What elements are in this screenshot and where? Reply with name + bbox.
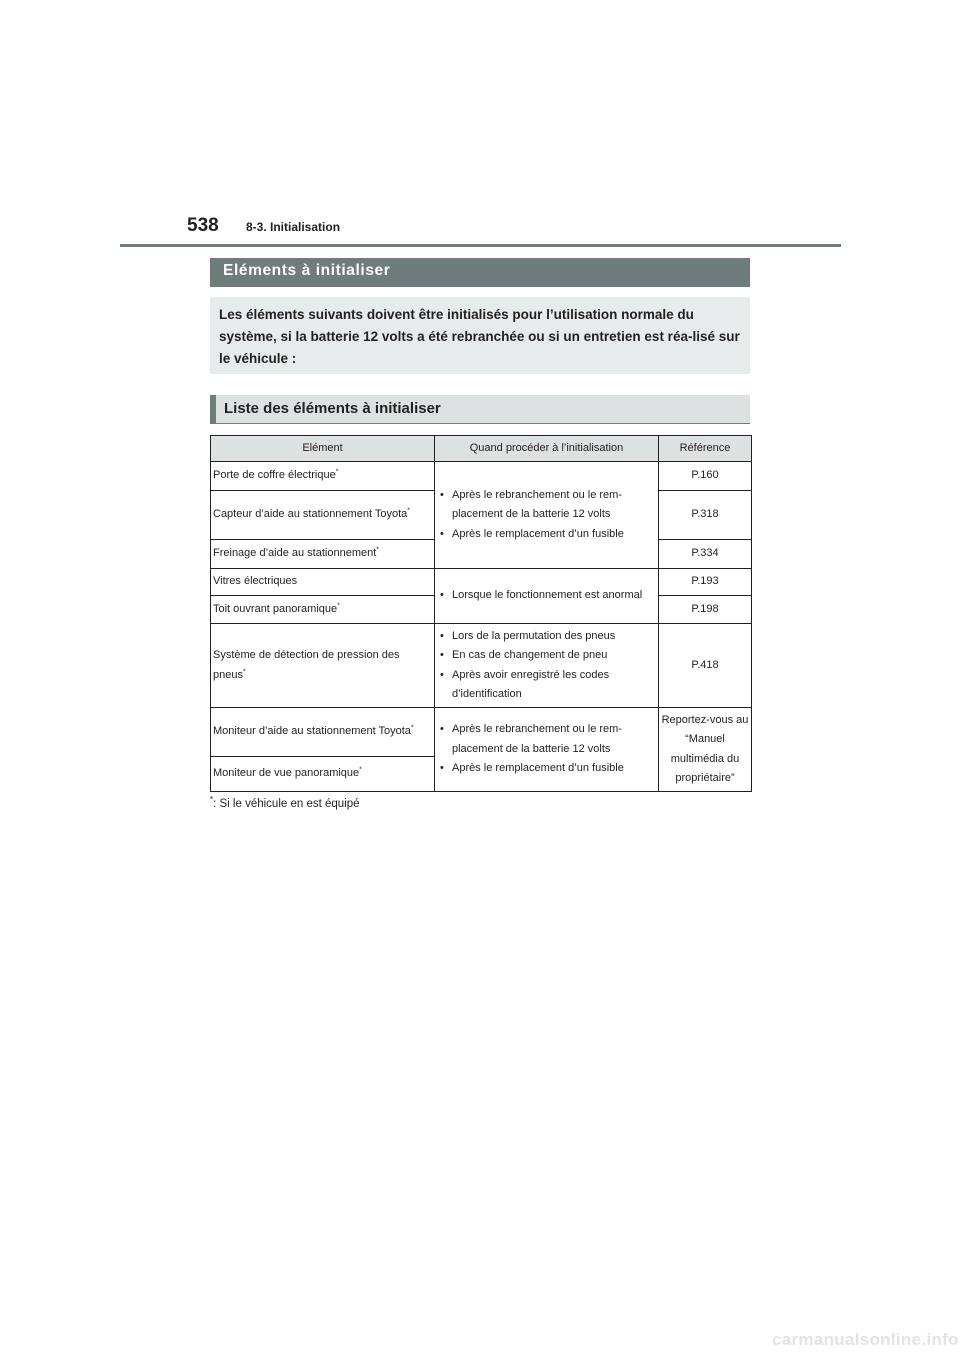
reference-cell: Reportez-vous au “Manuel multimédia du propriétaire” [659, 708, 752, 792]
subheading: Liste des éléments à initialiser [224, 400, 441, 417]
footnote-mark: * [210, 795, 214, 805]
watermark: carmanualsonline.info [772, 1330, 959, 1349]
section-label: 8-3. Initialisation [246, 220, 341, 234]
reference-cell: P.318 [659, 491, 752, 540]
element-cell: Toit ouvrant panoramique* [211, 596, 435, 624]
reference-cell: P.198 [659, 596, 752, 624]
column-header-reference: Référence [659, 436, 752, 462]
element-cell: Moniteur d’aide au stationnement Toyota* [211, 708, 435, 757]
reference-cell: P.193 [659, 569, 752, 596]
items-table [210, 435, 752, 792]
page-number: 538 [187, 215, 219, 236]
footnote [210, 795, 360, 810]
header-rule [120, 244, 841, 247]
subheading-bar [210, 395, 750, 424]
element-cell: Vitres électriques [211, 569, 435, 596]
element-cell: Capteur d’aide au stationnement Toyota* [211, 491, 435, 540]
element-cell: Freinage d’aide au stationnement* [211, 540, 435, 569]
table-row [211, 708, 752, 757]
table-row [211, 462, 752, 491]
element-cell: Système de détection de pression des pneus* [211, 624, 435, 708]
when-cell: • Lors de la permutation des pneus • En cas de changement de pneu • Après avoir enregistré les codes d’identification [435, 624, 659, 708]
table-header-row [211, 436, 752, 462]
element-cell: Moniteur de vue panoramique* [211, 757, 435, 792]
section-title-bar [210, 258, 750, 287]
intro-box: Les éléments suivants doivent être initialisés pour l’utilisation normale du système, si la batterie 12 volts a été rebranchée ou si un entretien est réa-lisé sur le véhicule : [210, 297, 750, 374]
when-cell: • Après le rebranchement ou le rem-placement de la batterie 12 volts • Après le remplacement d’un fusible [435, 462, 659, 569]
column-header-when: Quand procéder à l’initialisation [435, 436, 659, 462]
column-header-element: Elément [211, 436, 435, 462]
table-row [211, 569, 752, 596]
subheading-accent [210, 395, 216, 424]
reference-cell: P.160 [659, 462, 752, 491]
table-row [211, 624, 752, 708]
section-title: Eléments à initialiser [223, 262, 391, 279]
when-cell: • Après le rebranchement ou le rem-placement de la batterie 12 volts • Après le remplacement d’un fusible [435, 708, 659, 792]
reference-cell: P.334 [659, 540, 752, 569]
footnote-text: : Si le véhicule en est équipé [213, 798, 360, 810]
reference-cell: P.418 [659, 624, 752, 708]
element-cell: Porte de coffre électrique* [211, 462, 435, 491]
when-cell: • Lorsque le fonctionnement est anormal [435, 569, 659, 624]
